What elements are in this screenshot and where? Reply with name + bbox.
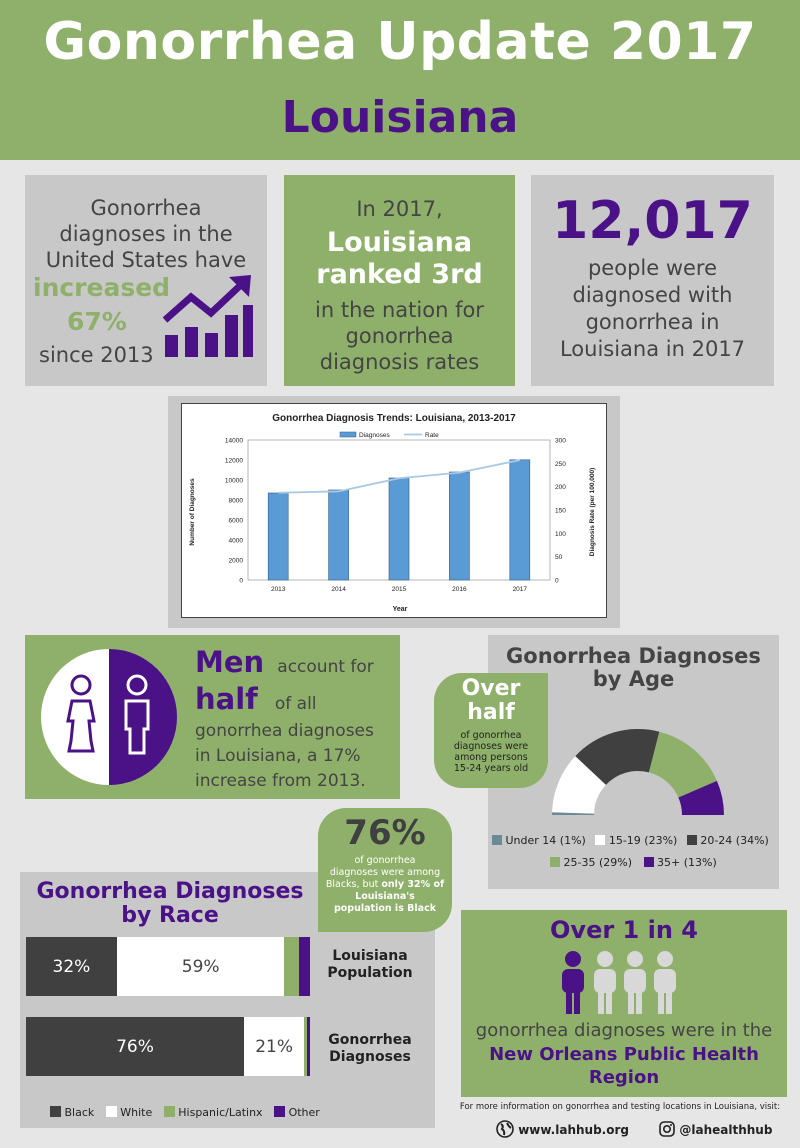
y-tick-label: 14000 [224, 437, 243, 445]
race-title-line2: by Race [121, 903, 219, 928]
pop-segment-black [26, 937, 117, 996]
bar-2015 [389, 478, 409, 580]
race-swatch-black [50, 1106, 61, 1117]
rank-line4: diagnosis rates [319, 350, 480, 374]
x-tick-label-2013: 2013 [270, 586, 286, 593]
count-line3: gonorrhea in [585, 310, 720, 334]
men-card [25, 635, 400, 799]
diag-segment-white [244, 1017, 304, 1076]
us-increased-text: increased [33, 273, 171, 302]
bar-2016 [449, 472, 469, 580]
person-icon-highlight [562, 951, 584, 1014]
half-bold-text: half [195, 682, 258, 716]
over-half-small3: among persons [454, 752, 528, 763]
y-tick-label: 8000 [228, 497, 243, 505]
count-line4: Louisiana in 2017 [559, 337, 746, 361]
y2-tick-label: 200 [555, 484, 566, 492]
chart-frame [168, 396, 620, 628]
race-bubble-line3b: only 32% of [381, 879, 445, 890]
footer-instagram-link[interactable]: @lahealthhub [679, 1123, 773, 1137]
pop-segment-other [299, 937, 310, 996]
footer [440, 1102, 800, 1148]
y-tick-label: 0 [239, 577, 243, 585]
nola-line1: gonorrhea diagnoses were in the [475, 1020, 773, 1041]
header-banner [0, 0, 800, 160]
over-half-big2: half [467, 700, 515, 725]
pop-label-line2: Population [327, 965, 413, 981]
rank-bold1: Louisiana [326, 227, 473, 258]
race-swatch-other [274, 1106, 285, 1117]
race-swatch-white [106, 1106, 117, 1117]
case-count-number: 12,017 [552, 191, 753, 251]
race-bubble-line3a: Blacks, but [325, 879, 379, 890]
y2-tick-label: 300 [555, 437, 566, 445]
legend-swatch-35plus [644, 857, 654, 867]
us-percent-text: 67% [67, 307, 127, 336]
men-text2: of all [274, 694, 317, 714]
legend-swatch-15-19 [595, 835, 605, 845]
people-icons [557, 950, 687, 1016]
legend-swatch-25-35 [550, 857, 560, 867]
over-half-bubble [434, 673, 548, 788]
chart-title: Gonorrhea Diagnosis Trends: Louisiana, 2013-2017 [272, 413, 516, 424]
race-legend-hispanic: Hispanic/Latinx [178, 1106, 263, 1119]
race-legend-black: Black [64, 1106, 95, 1119]
footer-website-link[interactable]: www.lahhub.org [518, 1123, 629, 1137]
chart-y2-label: Diagnosis Rate (per 100,000) [589, 467, 596, 557]
diagnoses-bar [26, 1017, 310, 1076]
race-legend-white: White [120, 1106, 153, 1119]
rank-line2: in the nation for [315, 298, 484, 322]
legend-35plus: 35+ (13%) [657, 856, 717, 869]
race-bubble-line4: Louisiana's [355, 891, 415, 902]
trend-chart-svg [182, 404, 606, 617]
nola-bold2: Region [588, 1067, 660, 1088]
y-tick-label: 4000 [228, 537, 243, 545]
nola-bold1: New Orleans Public Health [489, 1044, 759, 1065]
count-line1: people were [587, 256, 718, 280]
count-line2: diagnosed with [572, 283, 733, 307]
legend-15-19: 15-19 (23%) [608, 834, 678, 847]
y2-tick-label: 50 [555, 554, 563, 562]
instagram-icon [659, 1121, 675, 1137]
diag-label-line2: Diagnoses [329, 1049, 411, 1065]
over-half-small2: diagnoses were [453, 741, 529, 752]
new-orleans-card [461, 910, 787, 1097]
y2-tick-label: 250 [555, 460, 566, 468]
footer-info: For more information on gonorrhea and testing locations in Louisiana, visit: [459, 1102, 781, 1112]
legend-swatch-diagnoses [340, 432, 356, 437]
men-line5: increase from 2013. [195, 771, 366, 791]
over-half-small1: of gonorrhea [460, 730, 522, 741]
gender-circle-icon [41, 649, 177, 785]
y-tick-label: 12000 [224, 457, 243, 465]
y-tick-label: 10000 [224, 477, 243, 485]
diag-segment-other [307, 1017, 310, 1076]
bar-2013 [268, 493, 288, 580]
diag-value-black: 76% [116, 1036, 154, 1057]
pop-value-black: 32% [52, 956, 91, 977]
chart-x-label: Year [392, 606, 408, 613]
population-bar [26, 937, 310, 996]
trend-chart [181, 403, 607, 618]
men-bold-text: Men [195, 645, 265, 679]
us-line1: Gonorrhea [90, 196, 202, 220]
age-legend-row1 [492, 834, 769, 847]
age-legend-row2 [550, 856, 717, 869]
race-76-bubble [318, 808, 452, 932]
over-half-small4: 15-24 years old [453, 763, 529, 774]
age-title-line2: by Age [592, 667, 675, 691]
us-line2: diagnoses in the [59, 222, 233, 246]
rising-bar-chart-icon [163, 275, 255, 360]
age-title-line1: Gonorrhea Diagnoses [506, 644, 761, 668]
race-swatch-hispanic [164, 1106, 175, 1117]
legend-under14: Under 14 (1%) [505, 834, 586, 847]
ranking-card [284, 175, 515, 386]
us-since-text: since 2013 [39, 343, 154, 367]
race-legend [50, 1106, 320, 1119]
race-bubble-line1: of gonorrhea [354, 855, 416, 866]
bar-2014 [329, 490, 349, 580]
legend-swatch-under14 [492, 835, 502, 845]
legend-20-24: 20-24 (34%) [700, 834, 769, 847]
y-tick-label: 6000 [228, 517, 243, 525]
page-subtitle: Louisiana [281, 92, 519, 143]
rank-line3: gonorrhea [345, 324, 454, 348]
rank-line1: In 2017, [356, 197, 443, 221]
legend-swatch-20-24 [687, 835, 697, 845]
diag-label-line1: Gonorrhea [328, 1032, 412, 1048]
pop-segment-hispaniclatinx [284, 937, 298, 996]
page-title: Gonorrhea Update 2017 [43, 12, 757, 72]
us-increase-card [25, 175, 267, 386]
y2-tick-label: 150 [555, 507, 566, 515]
pop-segment-white [117, 937, 285, 996]
race-bubble-line2: diagnoses were among [329, 867, 441, 878]
globe-icon [496, 1120, 514, 1138]
race-title-line1: Gonorrhea Diagnoses [36, 879, 304, 904]
legend-rate: Rate [425, 432, 439, 439]
x-tick-label-2015: 2015 [391, 586, 407, 593]
us-line3: United States have [45, 248, 247, 272]
rank-bold2: ranked 3rd [316, 259, 483, 290]
diag-value-white: 21% [255, 1036, 294, 1057]
chart-legend [340, 432, 439, 439]
nola-title: Over 1 in 4 [550, 916, 698, 944]
x-tick-label-2017: 2017 [512, 586, 528, 593]
age-donut-chart [548, 727, 728, 817]
y2-tick-label: 0 [555, 577, 559, 585]
race-legend-other: Other [288, 1106, 320, 1119]
diag-segment-black [26, 1017, 244, 1076]
men-line4: in Louisiana, a 17% [195, 746, 361, 766]
legend-diagnoses: Diagnoses [359, 432, 390, 439]
y2-tick-label: 100 [555, 530, 566, 538]
men-line3: gonorrhea diagnoses [195, 721, 374, 741]
men-text1: account for [277, 657, 374, 677]
chart-y-label: Number of Diagnoses [189, 478, 196, 546]
race-bubble-line5: population is Black [333, 903, 437, 914]
y-tick-label: 2000 [228, 557, 243, 565]
legend-25-35: 25-35 (29%) [563, 856, 632, 869]
x-tick-label-2014: 2014 [331, 586, 346, 593]
case-count-card [531, 175, 774, 386]
pop-value-white: 59% [181, 956, 220, 977]
bar-2017 [510, 460, 530, 580]
over-half-big1: Over [461, 676, 521, 701]
x-tick-label-2016: 2016 [452, 586, 467, 593]
pop-label-line1: Louisiana [332, 948, 408, 964]
race-bubble-big: 76% [344, 813, 426, 853]
